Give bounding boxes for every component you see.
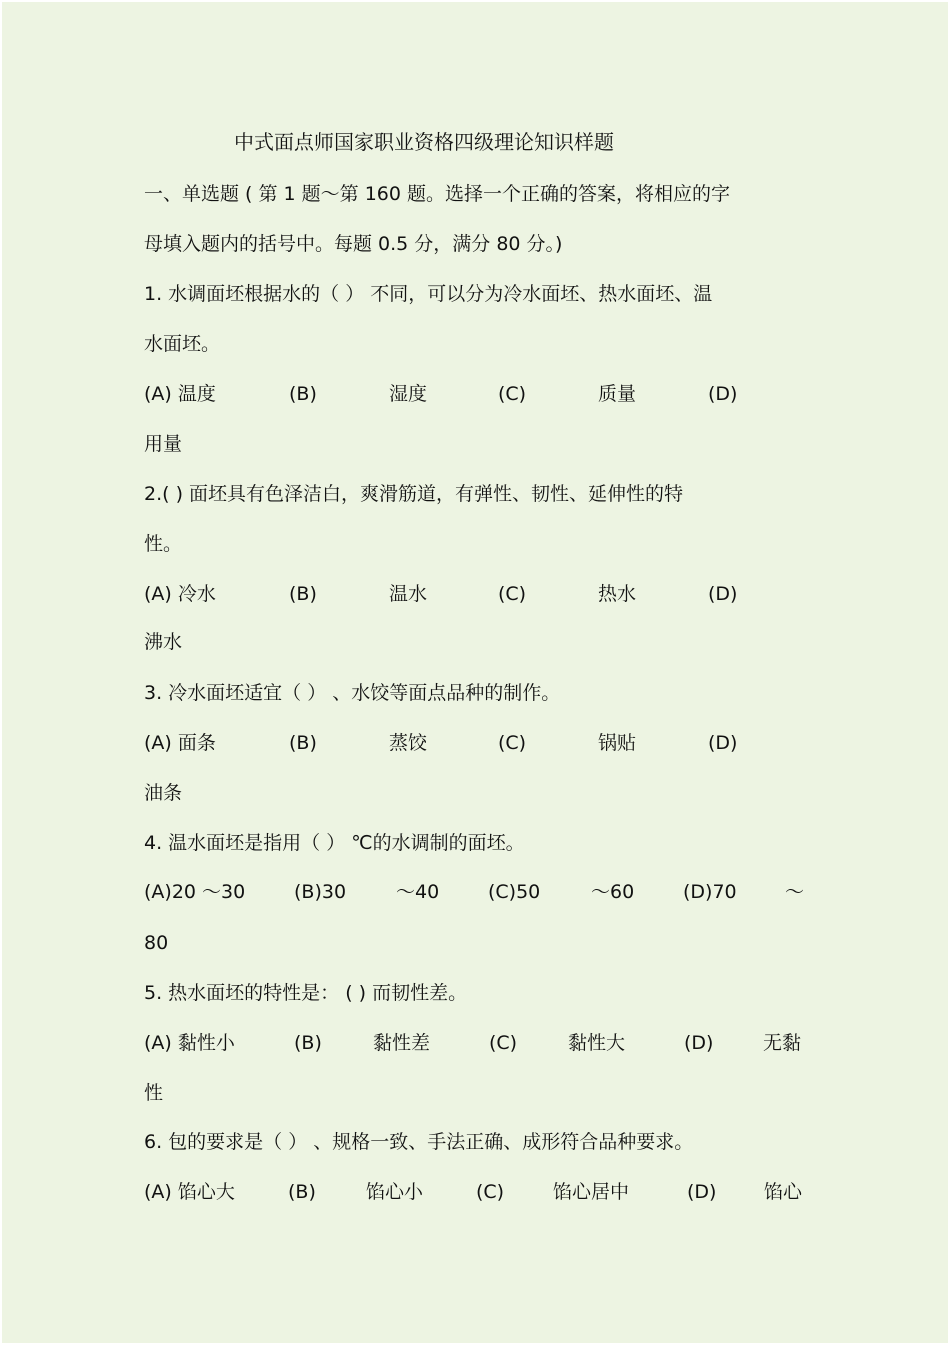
- option-c-label: (C): [498, 583, 527, 605]
- option-d-text-start: 无黏: [763, 1032, 802, 1054]
- option-d-label: (D): [708, 583, 738, 605]
- question-5-option-d-text: 性: [144, 1082, 164, 1104]
- option-a: (A) 黏性小: [144, 1032, 235, 1054]
- option-a: (A)20 ～30: [144, 881, 246, 903]
- option-c-label: (C)50: [488, 881, 541, 903]
- option-d-label: (D): [708, 383, 738, 405]
- option-a: (A) 面条: [144, 732, 216, 754]
- option-b-text: 蒸饺: [389, 732, 428, 754]
- option-b-label: (B)30: [294, 881, 347, 903]
- option-c-text: ～60: [591, 881, 635, 903]
- question-1-line-2: 水面坯。: [144, 333, 221, 355]
- option-b-label: (B): [289, 383, 317, 405]
- option-b-text: 黏性差: [373, 1032, 431, 1054]
- option-c-text: 质量: [598, 383, 637, 405]
- option-a: (A) 馅心大: [144, 1181, 235, 1203]
- option-c-label: (C): [476, 1181, 505, 1203]
- option-b-label: (B): [289, 732, 317, 754]
- option-c-label: (C): [489, 1032, 518, 1054]
- section-heading-line-2: 母填入题内的括号中。每题 0.5 分，满分 80 分。): [144, 233, 563, 255]
- option-d-text-start: ～: [785, 881, 805, 903]
- option-c-label: (C): [498, 732, 527, 754]
- question-5-line-1: 5. 热水面坯的特性是： ( ) 而韧性差。: [144, 982, 468, 1004]
- question-1-line-1: 1. 水调面坯根据水的（ ） 不同，可以分为冷水面坯、热水面坯、温: [144, 283, 713, 305]
- question-3-line-1: 3. 冷水面坯适宜（ ） 、水饺等面点品种的制作。: [144, 682, 561, 704]
- option-d-label: (D)70: [683, 881, 737, 903]
- option-b-text: ～40: [396, 881, 440, 903]
- option-c-text: 热水: [598, 583, 637, 605]
- question-2-line-2: 性。: [144, 533, 183, 555]
- document-title: 中式面点师国家职业资格四级理论知识样题: [234, 130, 614, 154]
- option-c-text: 锅贴: [598, 732, 637, 754]
- question-1-option-d-text: 用量: [144, 433, 183, 455]
- option-b-text: 馅心小: [366, 1181, 424, 1203]
- option-b-label: (B): [294, 1032, 322, 1054]
- question-6-line-1: 6. 包的要求是（ ） 、规格一致、手法正确、成形符合品种要求。: [144, 1131, 694, 1153]
- option-c-label: (C): [498, 383, 527, 405]
- option-c-text: 馅心居中: [553, 1181, 630, 1203]
- option-b-text: 温水: [389, 583, 428, 605]
- question-3-option-d-text: 油条: [144, 782, 183, 804]
- section-heading-line-1: 一、单选题 ( 第 1 题～第 160 题。选择一个正确的答案，将相应的字: [144, 183, 731, 205]
- question-4-line-1: 4. 温水面坯是指用（ ） ℃的水调制的面坯。: [144, 832, 525, 854]
- question-2-option-d-text: 沸水: [144, 631, 183, 653]
- option-d-label: (D): [687, 1181, 717, 1203]
- option-d-text-start: 馅心: [764, 1181, 803, 1203]
- option-c-text: 黏性大: [568, 1032, 626, 1054]
- option-d-label: (D): [708, 732, 738, 754]
- option-b-text: 湿度: [389, 383, 428, 405]
- option-b-label: (B): [288, 1181, 316, 1203]
- option-b-label: (B): [289, 583, 317, 605]
- option-a: (A) 冷水: [144, 583, 216, 605]
- question-4-option-d-text: 80: [144, 932, 169, 954]
- option-d-label: (D): [684, 1032, 714, 1054]
- question-2-line-1: 2.( ) 面坯具有色泽洁白，爽滑筋道，有弹性、韧性、延伸性的特: [144, 483, 684, 505]
- option-a: (A) 温度: [144, 383, 216, 405]
- document-page: [2, 2, 948, 1343]
